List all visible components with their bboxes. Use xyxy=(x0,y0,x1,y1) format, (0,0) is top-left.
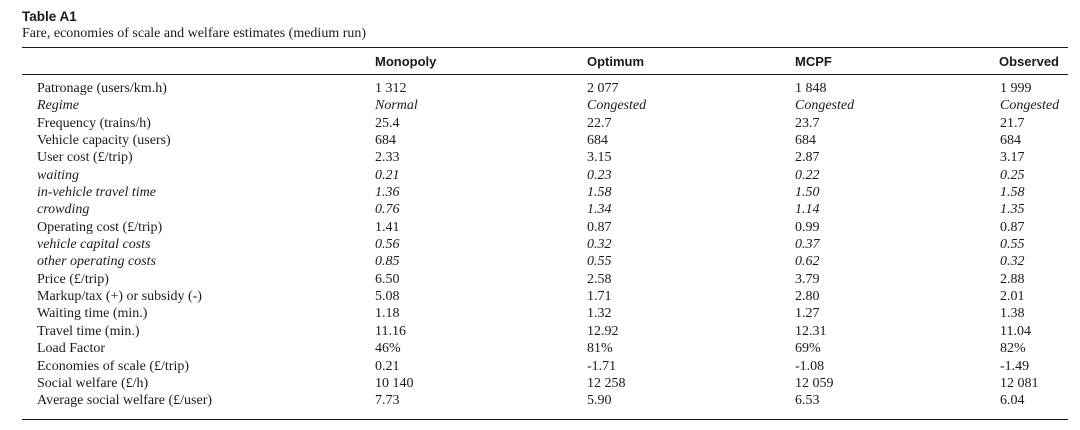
cell-observed: 82% xyxy=(1000,341,1026,357)
cell-monopoly: 2.33 xyxy=(375,150,400,166)
cell-mcpf: 1.27 xyxy=(795,306,820,322)
cell-observed: 1.38 xyxy=(1000,306,1025,322)
cell-mcpf: 1.14 xyxy=(795,202,820,218)
table-row xyxy=(0,149,1080,166)
row-label: in-vehicle travel time xyxy=(37,185,156,201)
row-label: Patronage (users/km.h) xyxy=(37,81,167,96)
cell-monopoly: 0.76 xyxy=(375,202,400,218)
column-header-monopoly: Monopoly xyxy=(375,54,437,69)
cell-observed: 0.32 xyxy=(1000,254,1025,270)
table-row xyxy=(0,97,1080,114)
row-label: Frequency (trains/h) xyxy=(37,115,151,131)
cell-optimum: 22.7 xyxy=(587,115,612,131)
table-row xyxy=(0,323,1080,340)
cell-monopoly: 7.73 xyxy=(375,393,400,409)
table-row xyxy=(0,80,1080,97)
row-label: Economies of scale (£/trip) xyxy=(37,358,190,374)
row-label: waiting xyxy=(37,167,80,183)
cell-observed: 21.7 xyxy=(1000,115,1025,131)
cell-mcpf: 12 059 xyxy=(795,375,834,391)
column-header-observed: Observed xyxy=(999,54,1059,69)
cell-monopoly: 10 140 xyxy=(375,375,414,391)
cell-monopoly: 0.85 xyxy=(375,254,400,270)
table-row xyxy=(0,167,1080,184)
cell-optimum: 81% xyxy=(587,341,613,357)
cell-observed: 2.88 xyxy=(1000,271,1025,287)
cell-optimum: 5.90 xyxy=(587,393,612,409)
cell-monopoly: 1.18 xyxy=(375,306,400,322)
row-label: Waiting time (min.) xyxy=(37,306,148,322)
cell-monopoly: 1.36 xyxy=(375,185,400,201)
cell-mcpf: 12.31 xyxy=(795,323,827,339)
cell-observed: 0.25 xyxy=(1000,167,1025,183)
cell-optimum: 1.34 xyxy=(587,202,612,218)
column-header-optimum: Optimum xyxy=(587,54,645,69)
cell-optimum: 1.32 xyxy=(587,306,612,322)
row-label: Regime xyxy=(37,98,79,114)
table-row xyxy=(0,236,1080,253)
cell-optimum: 0.23 xyxy=(587,167,612,183)
cell-optimum: 0.87 xyxy=(587,219,612,235)
cell-observed: Congested xyxy=(1000,98,1060,114)
row-label: vehicle capital costs xyxy=(37,237,151,253)
cell-mcpf: 3.79 xyxy=(795,271,820,287)
cell-optimum: 3.15 xyxy=(587,150,612,166)
table-top-rule xyxy=(22,47,1068,48)
table-row xyxy=(0,305,1080,322)
cell-optimum: 1.58 xyxy=(587,185,612,201)
cell-optimum: 684 xyxy=(587,133,608,149)
cell-observed: 3.17 xyxy=(1000,150,1025,166)
cell-monopoly: 0.21 xyxy=(375,358,400,374)
cell-optimum: Congested xyxy=(587,98,647,114)
cell-observed: -1.49 xyxy=(1000,358,1030,374)
cell-monopoly: 1.41 xyxy=(375,219,400,235)
table-row xyxy=(0,288,1080,305)
cell-observed: 12 081 xyxy=(1000,375,1039,391)
table-title: Fare, economies of scale and welfare estimates (medium run) xyxy=(22,26,367,41)
table-caption xyxy=(22,8,366,42)
table-row xyxy=(0,392,1080,409)
cell-monopoly: 1 312 xyxy=(375,81,407,96)
row-label: Markup/tax (+) or subsidy (-) xyxy=(37,289,202,305)
cell-optimum: 0.32 xyxy=(587,237,612,253)
cell-monopoly: 0.56 xyxy=(375,237,400,253)
row-label: Operating cost (£/trip) xyxy=(37,219,163,235)
table-row xyxy=(0,358,1080,375)
cell-monopoly: 46% xyxy=(375,341,401,357)
cell-mcpf: 0.99 xyxy=(795,219,820,235)
cell-mcpf: 0.37 xyxy=(795,237,820,253)
cell-observed: 6.04 xyxy=(1000,393,1025,409)
cell-observed: 1.35 xyxy=(1000,202,1025,218)
table-row xyxy=(0,375,1080,392)
cell-mcpf: 2.87 xyxy=(795,150,820,166)
table-row xyxy=(0,253,1080,270)
cell-mcpf: 2.80 xyxy=(795,289,820,305)
cell-mcpf: 1.50 xyxy=(795,185,820,201)
table-row xyxy=(0,340,1080,357)
table-row xyxy=(0,271,1080,288)
row-label: Average social welfare (£/user) xyxy=(37,393,213,409)
cell-mcpf: 6.53 xyxy=(795,393,820,409)
cell-mcpf: 0.22 xyxy=(795,167,820,183)
row-label: Travel time (min.) xyxy=(37,323,140,339)
cell-optimum: 12 258 xyxy=(587,375,626,391)
cell-mcpf: Congested xyxy=(795,98,855,114)
table-row xyxy=(0,132,1080,149)
table-bottom-rule xyxy=(22,419,1068,420)
cell-optimum: 12.92 xyxy=(587,323,619,339)
cell-mcpf: 23.7 xyxy=(795,115,820,131)
cell-mcpf: 0.62 xyxy=(795,254,820,270)
row-label: Vehicle capacity (users) xyxy=(37,133,171,149)
cell-observed: 0.55 xyxy=(1000,237,1025,253)
cell-observed: 1 999 xyxy=(1000,81,1032,96)
row-label: User cost (£/trip) xyxy=(37,150,133,166)
row-label: crowding xyxy=(37,202,90,218)
cell-optimum: -1.71 xyxy=(587,358,617,374)
table-row xyxy=(0,219,1080,236)
row-label: Load Factor xyxy=(37,341,106,357)
row-label: Price (£/trip) xyxy=(37,271,109,287)
table-label: Table A1 xyxy=(22,9,77,24)
cell-monopoly: 11.16 xyxy=(375,323,406,339)
cell-monopoly: 5.08 xyxy=(375,289,400,305)
cell-mcpf: 684 xyxy=(795,133,816,149)
cell-observed: 0.87 xyxy=(1000,219,1025,235)
cell-mcpf: 1 848 xyxy=(795,81,827,96)
cell-monopoly: 0.21 xyxy=(375,167,400,183)
cell-monopoly: 25.4 xyxy=(375,115,400,131)
cell-observed: 11.04 xyxy=(1000,323,1031,339)
cell-observed: 2.01 xyxy=(1000,289,1025,305)
table-row xyxy=(0,184,1080,201)
cell-optimum: 2 077 xyxy=(587,81,619,96)
table-body xyxy=(0,80,1080,410)
table-row xyxy=(0,201,1080,218)
cell-mcpf: -1.08 xyxy=(795,358,825,374)
table-row xyxy=(0,115,1080,132)
row-label: other operating costs xyxy=(37,254,156,270)
cell-observed: 684 xyxy=(1000,133,1021,149)
cell-optimum: 2.58 xyxy=(587,271,612,287)
cell-monopoly: Normal xyxy=(375,98,418,114)
cell-observed: 1.58 xyxy=(1000,185,1025,201)
row-label: Social welfare (£/h) xyxy=(37,375,149,391)
cell-monopoly: 684 xyxy=(375,133,396,149)
cell-optimum: 0.55 xyxy=(587,254,612,270)
column-header-mcpf: MCPF xyxy=(795,54,832,69)
cell-optimum: 1.71 xyxy=(587,289,612,305)
table-header-rule xyxy=(22,74,1068,75)
table-header-row xyxy=(0,53,1080,71)
cell-mcpf: 69% xyxy=(795,341,821,357)
cell-monopoly: 6.50 xyxy=(375,271,400,287)
